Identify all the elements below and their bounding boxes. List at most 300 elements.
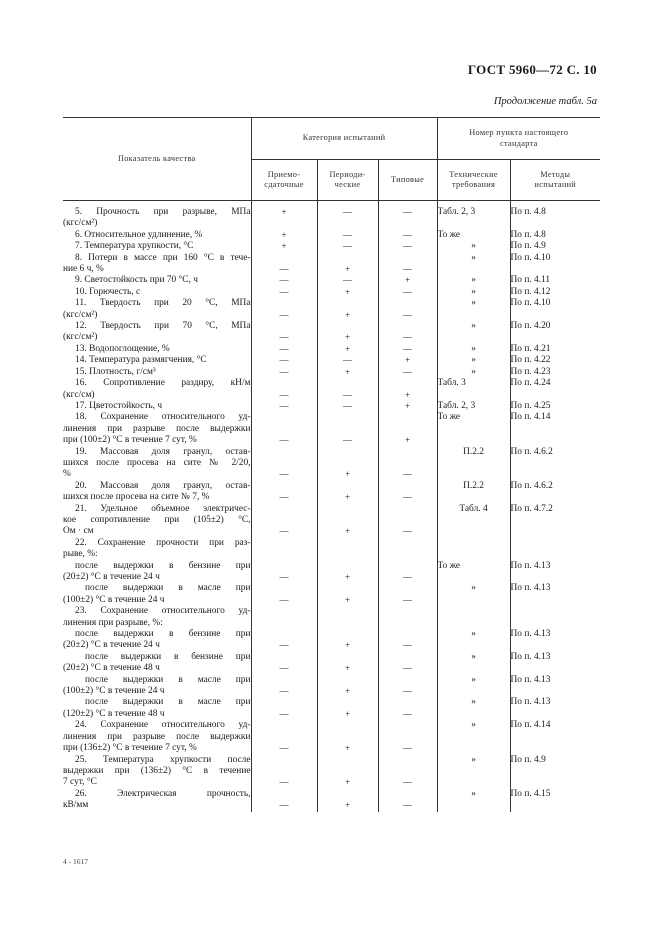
type-cell: — xyxy=(378,743,437,754)
quality-indicator-cell: 5. Прочность при разрыве, МПа xyxy=(75,207,251,217)
type-cell xyxy=(378,561,437,572)
periodic-cell xyxy=(317,652,378,663)
acceptance-cell xyxy=(251,675,317,686)
quality-indicator-cell: линения при разрыве, %: xyxy=(63,617,163,628)
quality-indicator-cell: 21. Удельное объемное электричес- xyxy=(75,503,251,514)
test-method-cell xyxy=(510,469,600,480)
quality-indicator-cell: 9. Светостойкость при 70 °С, ч xyxy=(75,275,198,286)
quality-indicator-cell: шихся после просева на сите № 7, % xyxy=(63,492,210,503)
quality-indicator-cell: 7 сут, °С xyxy=(63,777,97,788)
quality-indicator-cell: 25. Температура хрупкости после xyxy=(75,754,251,765)
tech-requirement-cell: То же xyxy=(437,561,510,572)
quality-indicator-cell: выдержки при (136±2) °С в течение xyxy=(63,765,251,776)
type-cell: — xyxy=(378,241,437,252)
table-row xyxy=(63,663,600,674)
type-cell xyxy=(378,766,437,777)
acceptance-cell xyxy=(251,298,317,309)
tech-requirement-cell: Табл. 4 xyxy=(437,504,510,515)
acceptance-cell: — xyxy=(251,287,317,298)
quality-indicator-cell: (20±2) °С в течение 48 ч xyxy=(63,663,160,674)
type-cell: + xyxy=(378,435,437,446)
test-method-cell xyxy=(510,572,600,583)
tech-requirement-cell: То же xyxy=(437,230,510,241)
test-method-cell xyxy=(510,492,600,503)
acceptance-cell xyxy=(251,606,317,617)
header-tech-text: Технические требования xyxy=(449,169,498,189)
table-row xyxy=(63,492,600,503)
type-cell xyxy=(378,447,437,458)
tech-requirement-cell xyxy=(437,777,510,788)
type-cell: + xyxy=(378,390,437,401)
acceptance-cell: — xyxy=(251,367,317,378)
acceptance-cell: — xyxy=(251,800,317,811)
type-cell xyxy=(378,720,437,731)
tech-requirement-cell xyxy=(437,663,510,674)
header-test-methods xyxy=(510,160,600,201)
type-cell xyxy=(378,629,437,640)
tech-requirement-cell xyxy=(437,618,510,629)
type-cell xyxy=(378,378,437,389)
tech-requirement-cell: Табл. 2, 3 xyxy=(437,401,510,412)
periodic-cell: + xyxy=(317,777,378,788)
quality-indicator-cell: 7. Температура хрупкости, °С xyxy=(75,241,194,252)
tech-requirement-cell xyxy=(437,640,510,651)
test-method-cell: По п. 4.8 xyxy=(510,207,600,218)
tech-requirement-cell xyxy=(437,572,510,583)
test-method-cell: По п. 4.20 xyxy=(510,321,600,332)
quality-indicator-cell: кое сопротивление при (105±2) °С, xyxy=(63,514,251,525)
test-method-cell xyxy=(510,800,600,811)
acceptance-cell: — xyxy=(251,686,317,697)
periodic-cell xyxy=(317,720,378,731)
test-method-cell: По п. 4.9 xyxy=(510,241,600,252)
acceptance-cell xyxy=(251,755,317,766)
type-cell: — xyxy=(378,332,437,343)
table-body xyxy=(63,201,600,812)
tech-requirement-cell xyxy=(437,709,510,720)
table-row xyxy=(63,515,600,526)
quality-indicator-cell: (20±2) °С в течение 24 ч xyxy=(63,640,160,651)
quality-indicator-cell: (кгс/см²) xyxy=(63,309,98,320)
type-cell xyxy=(378,412,437,423)
periodic-cell: — xyxy=(317,401,378,412)
table-row xyxy=(63,675,600,686)
type-cell xyxy=(378,675,437,686)
test-method-cell xyxy=(510,743,600,754)
quality-indicator-cell: 16. Сопротивление раздиру, кН/м xyxy=(75,378,251,389)
quality-tests-table xyxy=(63,117,600,812)
quality-indicator-cell: после выдержки в масле при xyxy=(85,697,251,708)
type-cell xyxy=(378,583,437,594)
quality-indicator-cell: рыве, %: xyxy=(63,549,98,560)
type-cell: — xyxy=(378,686,437,697)
type-cell xyxy=(378,549,437,560)
periodic-cell xyxy=(317,504,378,515)
table-row xyxy=(63,777,600,788)
tech-requirement-cell xyxy=(437,435,510,446)
test-method-cell xyxy=(510,424,600,435)
periodic-cell xyxy=(317,583,378,594)
type-cell: — xyxy=(378,264,437,275)
test-method-cell xyxy=(510,538,600,549)
tech-requirement-cell xyxy=(437,469,510,480)
tech-requirement-cell: » xyxy=(437,789,510,800)
tech-requirement-cell: » xyxy=(437,675,510,686)
test-method-cell xyxy=(510,390,600,401)
tech-requirement-cell xyxy=(437,310,510,321)
quality-indicator-cell: 24. Сохранение относительного уд- xyxy=(75,720,251,731)
quality-indicator-cell: 13. Водопоглощение, % xyxy=(75,343,170,354)
periodic-cell xyxy=(317,618,378,629)
acceptance-cell: — xyxy=(251,469,317,480)
acceptance-cell: — xyxy=(251,390,317,401)
periodic-cell: + xyxy=(317,663,378,674)
test-method-cell xyxy=(510,606,600,617)
quality-indicator-cell: после выдержки в бензине при xyxy=(75,629,251,640)
header-periodic-text: Периоди- ческие xyxy=(329,169,366,189)
acceptance-cell: — xyxy=(251,572,317,583)
test-method-cell: По п. 4.13 xyxy=(510,675,600,686)
tech-requirement-cell: » xyxy=(437,629,510,640)
periodic-cell: + xyxy=(317,743,378,754)
periodic-cell: + xyxy=(317,526,378,537)
quality-indicator-cell: линения при разрыве после выдержки xyxy=(63,731,251,742)
table-row xyxy=(63,344,600,355)
tech-requirement-cell xyxy=(437,800,510,811)
acceptance-cell xyxy=(251,549,317,560)
tech-requirement-cell: » xyxy=(437,652,510,663)
tech-requirement-cell: То же xyxy=(437,412,510,423)
test-method-cell xyxy=(510,264,600,275)
test-method-cell: По п. 4.13 xyxy=(510,697,600,708)
quality-indicator-cell: (120±2) °С в течение 48 ч xyxy=(63,708,165,719)
periodic-cell xyxy=(317,675,378,686)
periodic-cell: + xyxy=(317,367,378,378)
quality-indicator-cell: 23. Сохранение относительного уд- xyxy=(75,606,251,617)
periodic-cell xyxy=(317,561,378,572)
table-row xyxy=(63,743,600,754)
periodic-cell: — xyxy=(317,355,378,366)
periodic-cell: + xyxy=(317,492,378,503)
acceptance-cell: + xyxy=(251,207,317,218)
periodic-cell xyxy=(317,321,378,332)
test-method-cell: По п. 4.24 xyxy=(510,378,600,389)
tech-requirement-cell: » xyxy=(437,321,510,332)
acceptance-cell: — xyxy=(251,743,317,754)
table-row xyxy=(63,390,600,401)
test-method-cell: По п. 4.25 xyxy=(510,401,600,412)
tech-requirement-cell: П.2.2 xyxy=(437,447,510,458)
acceptance-cell xyxy=(251,732,317,743)
type-cell xyxy=(378,618,437,629)
table-row xyxy=(63,435,600,446)
tech-requirement-cell xyxy=(437,538,510,549)
type-cell xyxy=(378,504,437,515)
test-method-cell xyxy=(510,663,600,674)
table-row xyxy=(63,401,600,412)
tech-requirement-cell: » xyxy=(437,355,510,366)
acceptance-cell xyxy=(251,504,317,515)
test-method-cell: По п. 4.6.2 xyxy=(510,481,600,492)
test-method-cell: По п. 4.8 xyxy=(510,230,600,241)
periodic-cell: + xyxy=(317,469,378,480)
type-cell xyxy=(378,515,437,526)
acceptance-cell xyxy=(251,538,317,549)
table-row xyxy=(63,218,600,229)
tech-requirement-cell xyxy=(437,732,510,743)
quality-indicator-cell: кВ/мм xyxy=(63,800,89,811)
table-row xyxy=(63,538,600,549)
tech-requirement-cell: » xyxy=(437,720,510,731)
table-row xyxy=(63,378,600,389)
table-row xyxy=(63,572,600,583)
quality-indicator-cell: 17. Цветостойкость, ч xyxy=(75,400,163,411)
type-cell: — xyxy=(378,344,437,355)
periodic-cell xyxy=(317,538,378,549)
tech-requirement-cell: Табл. 3 xyxy=(437,378,510,389)
table-continuation-label: Продолжение табл. 5а xyxy=(493,96,597,107)
tech-requirement-cell xyxy=(437,332,510,343)
type-cell xyxy=(378,755,437,766)
test-method-cell xyxy=(510,458,600,469)
tech-requirement-cell xyxy=(437,526,510,537)
acceptance-cell: — xyxy=(251,332,317,343)
acceptance-cell xyxy=(251,481,317,492)
periodic-cell: + xyxy=(317,572,378,583)
table-row xyxy=(63,458,600,469)
table-row xyxy=(63,504,600,515)
test-method-cell xyxy=(510,595,600,606)
acceptance-cell: — xyxy=(251,526,317,537)
quality-indicator-cell: 6. Относительное удлинение, % xyxy=(75,229,203,240)
test-method-cell xyxy=(510,435,600,446)
quality-indicator-cell: 15. Плотность, г/см³ xyxy=(75,366,156,377)
type-cell xyxy=(378,253,437,264)
table-row xyxy=(63,732,600,743)
tech-requirement-cell xyxy=(437,264,510,275)
acceptance-cell xyxy=(251,447,317,458)
acceptance-cell: — xyxy=(251,595,317,606)
table-row xyxy=(63,424,600,435)
acceptance-cell: — xyxy=(251,310,317,321)
periodic-cell xyxy=(317,424,378,435)
periodic-cell: + xyxy=(317,332,378,343)
quality-indicator-cell: шихся после просева на сите № 2/20, xyxy=(63,457,251,468)
periodic-cell xyxy=(317,755,378,766)
type-cell: — xyxy=(378,572,437,583)
periodic-cell xyxy=(317,789,378,800)
periodic-cell xyxy=(317,766,378,777)
acceptance-cell: — xyxy=(251,264,317,275)
periodic-cell: + xyxy=(317,344,378,355)
acceptance-cell xyxy=(251,412,317,423)
table-row xyxy=(63,241,600,252)
quality-indicator-cell: линения при разрыве после выдержки xyxy=(63,423,251,434)
acceptance-cell: + xyxy=(251,230,317,241)
table-row xyxy=(63,412,600,423)
tech-requirement-cell xyxy=(437,492,510,503)
table-row xyxy=(63,207,600,218)
test-method-cell xyxy=(510,709,600,720)
header-methods-text: Методы испытаний xyxy=(534,169,577,189)
test-method-cell: По п. 4.11 xyxy=(510,275,600,286)
test-method-cell xyxy=(510,549,600,560)
table-row xyxy=(63,789,600,800)
type-cell xyxy=(378,732,437,743)
tech-requirement-cell: П.2.2 xyxy=(437,481,510,492)
test-method-cell xyxy=(510,732,600,743)
table-row xyxy=(63,697,600,708)
acceptance-cell xyxy=(251,789,317,800)
acceptance-cell xyxy=(251,321,317,332)
tech-requirement-cell: » xyxy=(437,287,510,298)
tech-requirement-cell: » xyxy=(437,298,510,309)
header-clause-group-text: Номер пункта настоящего стандарта xyxy=(469,128,569,148)
table-row xyxy=(63,321,600,332)
acceptance-cell: — xyxy=(251,492,317,503)
periodic-cell: — xyxy=(317,390,378,401)
acceptance-cell xyxy=(251,697,317,708)
header-acceptance xyxy=(251,160,317,201)
page-footer-code: 4 - 1617 xyxy=(63,857,88,866)
table-row xyxy=(63,561,600,572)
table-row xyxy=(63,686,600,697)
header-type: Типовые xyxy=(378,160,437,201)
tech-requirement-cell: » xyxy=(437,755,510,766)
periodic-cell: + xyxy=(317,287,378,298)
acceptance-cell xyxy=(251,424,317,435)
tech-requirement-cell: » xyxy=(437,583,510,594)
test-method-cell: По п. 4.15 xyxy=(510,789,600,800)
test-method-cell: По п. 4.14 xyxy=(510,412,600,423)
acceptance-cell: — xyxy=(251,344,317,355)
table-row xyxy=(63,355,600,366)
quality-indicator-cell: 18. Сохранение относительного уд- xyxy=(75,412,251,423)
tech-requirement-cell: » xyxy=(437,697,510,708)
tech-requirement-cell xyxy=(437,549,510,560)
acceptance-cell xyxy=(251,766,317,777)
test-method-cell: По п. 4.13 xyxy=(510,629,600,640)
tech-requirement-cell: » xyxy=(437,241,510,252)
test-method-cell xyxy=(510,686,600,697)
periodic-cell xyxy=(317,606,378,617)
type-cell xyxy=(378,218,437,229)
header-category-group: Категория испытаний xyxy=(251,118,437,160)
quality-indicator-cell: 26. Электрическая прочность, xyxy=(75,788,251,799)
periodic-cell: + xyxy=(317,640,378,651)
tech-requirement-cell xyxy=(437,424,510,435)
type-cell: — xyxy=(378,469,437,480)
table-row xyxy=(63,583,600,594)
quality-indicator-cell: 20. Массовая доля гранул, остав- xyxy=(75,480,251,491)
periodic-cell: — xyxy=(317,230,378,241)
quality-indicator-cell: 14. Температура размягчения, °С xyxy=(75,355,207,366)
acceptance-cell: + xyxy=(251,241,317,252)
periodic-cell: + xyxy=(317,686,378,697)
acceptance-cell xyxy=(251,515,317,526)
test-method-cell: По п. 4.7.2 xyxy=(510,504,600,515)
tech-requirement-cell xyxy=(437,766,510,777)
tech-requirement-cell: Табл. 2, 3 xyxy=(437,207,510,218)
acceptance-cell xyxy=(251,378,317,389)
table-row xyxy=(63,469,600,480)
table-row xyxy=(63,640,600,651)
periodic-cell: — xyxy=(317,207,378,218)
type-cell: + xyxy=(378,355,437,366)
quality-indicator-cell: (кгс/см²) xyxy=(63,332,98,343)
type-cell xyxy=(378,606,437,617)
header-tech-requirements xyxy=(437,160,510,201)
type-cell: — xyxy=(378,310,437,321)
periodic-cell xyxy=(317,253,378,264)
periodic-cell xyxy=(317,218,378,229)
page-header: ГОСТ 5960—72 С. 10 xyxy=(467,62,597,77)
quality-indicator-cell: 12. Твердость при 70 °С, МПа xyxy=(75,321,251,332)
periodic-cell xyxy=(317,732,378,743)
test-method-cell xyxy=(510,640,600,651)
test-method-cell: По п. 4.9 xyxy=(510,755,600,766)
type-cell: — xyxy=(378,230,437,241)
quality-indicator-cell: Ом · см xyxy=(63,526,94,537)
type-cell xyxy=(378,424,437,435)
test-method-cell xyxy=(510,515,600,526)
quality-indicator-cell: 11. Твердость при 20 °С, МПа xyxy=(75,298,251,309)
periodic-cell xyxy=(317,378,378,389)
test-method-cell: По п. 4.12 xyxy=(510,287,600,298)
periodic-cell xyxy=(317,412,378,423)
table-row xyxy=(63,264,600,275)
quality-indicator-cell: (20±2) °С в течение 24 ч xyxy=(63,572,160,582)
type-cell: + xyxy=(378,401,437,412)
quality-indicator-cell: после выдержки в масле при xyxy=(85,583,251,594)
acceptance-cell xyxy=(251,218,317,229)
test-method-cell: По п. 4.22 xyxy=(510,355,600,366)
type-cell xyxy=(378,321,437,332)
table-row xyxy=(63,709,600,720)
tech-requirement-cell xyxy=(437,686,510,697)
acceptance-cell: — xyxy=(251,663,317,674)
type-cell xyxy=(378,298,437,309)
periodic-cell: — xyxy=(317,275,378,286)
table-row xyxy=(63,298,600,309)
tech-requirement-cell: » xyxy=(437,275,510,286)
test-method-cell: По п. 4.13 xyxy=(510,583,600,594)
acceptance-cell xyxy=(251,253,317,264)
acceptance-cell: — xyxy=(251,777,317,788)
acceptance-cell: — xyxy=(251,640,317,651)
test-method-cell: По п. 4.6.2 xyxy=(510,447,600,458)
table-row xyxy=(63,481,600,492)
type-cell: — xyxy=(378,492,437,503)
periodic-cell: + xyxy=(317,709,378,720)
tech-requirement-cell xyxy=(437,595,510,606)
quality-indicator-cell: 22. Сохранение прочности при раз- xyxy=(75,537,251,548)
periodic-cell: — xyxy=(317,241,378,252)
acceptance-cell xyxy=(251,561,317,572)
table-row xyxy=(63,549,600,560)
periodic-cell: + xyxy=(317,310,378,321)
quality-indicator-cell: (100±2) °С в течение 24 ч xyxy=(63,686,165,697)
acceptance-cell: — xyxy=(251,275,317,286)
table-row xyxy=(63,755,600,766)
table-row xyxy=(63,526,600,537)
table-row xyxy=(63,447,600,458)
test-method-cell xyxy=(510,310,600,321)
table-row xyxy=(63,618,600,629)
header-acceptance-text: Приемо- сдаточные xyxy=(264,169,304,189)
quality-indicator-cell: (кгс/см) xyxy=(63,389,95,400)
type-cell: — xyxy=(378,595,437,606)
